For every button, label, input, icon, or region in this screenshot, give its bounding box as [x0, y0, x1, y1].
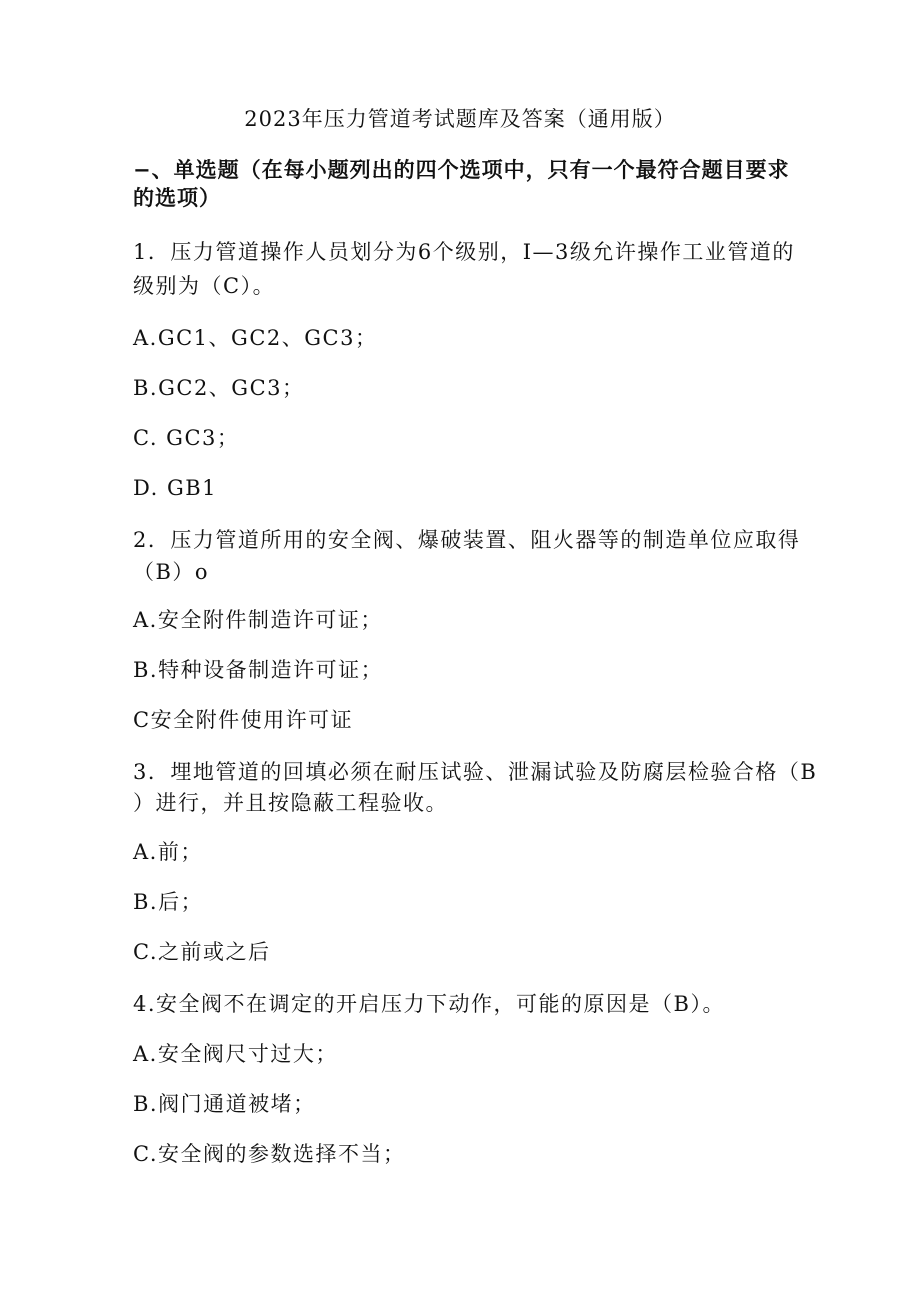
question-2-option-c: C安全附件使用许可证	[133, 708, 354, 732]
question-1-option-c: C. GC3；	[133, 426, 240, 450]
question-2-option-b: B.特种设备制造许可证；	[133, 658, 384, 682]
question-3-option-c: C.之前或之后	[133, 940, 271, 964]
question-1-option-d: D. GB1	[133, 476, 218, 500]
question-1-text-line-2: 级别为（C）。	[133, 274, 276, 298]
question-4-option-b: B.阀门通道被堵；	[133, 1092, 316, 1116]
question-4-option-c: C.安全阀的参数选择不当；	[133, 1142, 406, 1166]
question-1-option-a: A.GC1、GC2、GC3；	[133, 326, 378, 350]
question-1-text-line-1: 1．压力管道操作人员划分为6个级别，I—3级允许操作工业管道的	[133, 240, 795, 264]
question-2-text-line-1: 2．压力管道所用的安全阀、爆破装置、阻火器等的制造单位应取得	[133, 528, 801, 552]
section-heading	[133, 156, 793, 212]
question-3-option-a: A.前；	[133, 840, 203, 864]
question-4-option-a: A.安全阀尺寸过大；	[133, 1042, 338, 1066]
question-3-option-b: B.后；	[133, 890, 204, 914]
question-2-option-a: A.安全附件制造许可证；	[133, 608, 383, 632]
question-2-text-line-2: （B）o	[133, 560, 210, 584]
question-3-text-line-1: 3．埋地管道的回填必须在耐压试验、泄漏试验及防腐层检验合格（B	[133, 760, 818, 784]
question-3-text-line-2: ）进行，并且按隐蔽工程验收。	[133, 791, 448, 815]
question-4-text-line-1: 4.安全阀不在调定的开启压力下动作，可能的原因是（B）。	[133, 992, 725, 1016]
question-1-option-b: B.GC2、GC3；	[133, 376, 305, 400]
document-title: 2023年压力管道考试题库及答案（通用版）	[244, 107, 676, 131]
section-heading-line-2: 的选项）	[133, 185, 221, 210]
section-heading-line-1: −、单选题（在每小题列出的四个选项中，只有一个最符合题目要求	[133, 157, 790, 182]
